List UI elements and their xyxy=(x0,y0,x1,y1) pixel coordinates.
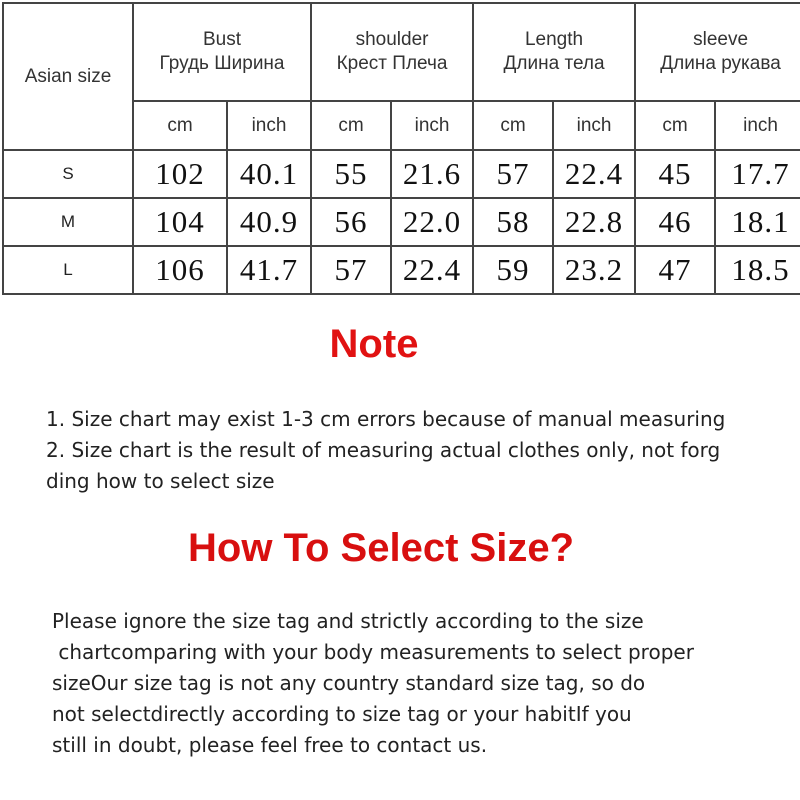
table-cell: 21.6 xyxy=(391,150,473,198)
table-cell: 18.5 xyxy=(715,246,800,294)
bust-header-ru: Грудь Ширина xyxy=(159,53,285,74)
table-cell: 40.9 xyxy=(227,198,311,246)
unit-header: inch xyxy=(553,101,635,150)
table-cell: 59 xyxy=(473,246,553,294)
table-cell: 17.7 xyxy=(715,150,800,198)
table-cell: 55 xyxy=(311,150,391,198)
note-line: 1. Size chart may exist 1-3 cm errors because of manual measuring xyxy=(46,407,726,431)
unit-header: cm xyxy=(635,101,715,150)
note-line: ding how to select size xyxy=(46,469,275,493)
table-cell: 46 xyxy=(635,198,715,246)
table-cell: 102 xyxy=(133,150,227,198)
size-label: S xyxy=(3,150,133,198)
bust-header xyxy=(133,3,311,101)
sleeve-header-ru: Длина рукава xyxy=(660,53,781,74)
unit-header: cm xyxy=(133,101,227,150)
shoulder-header-en: shoulder xyxy=(355,29,429,50)
table-cell: 47 xyxy=(635,246,715,294)
shoulder-header-ru: Крест Плеча xyxy=(336,53,448,74)
sleeve-header-en: sleeve xyxy=(693,29,749,50)
unit-header: inch xyxy=(391,101,473,150)
how-to-select-body xyxy=(52,606,797,761)
length-header-ru: Длина тела xyxy=(503,53,605,74)
table-cell: 40.1 xyxy=(227,150,311,198)
table-cell: 58 xyxy=(473,198,553,246)
size-label: L xyxy=(3,246,133,294)
table-cell: 104 xyxy=(133,198,227,246)
table-cell: 41.7 xyxy=(227,246,311,294)
table-cell: 22.0 xyxy=(391,198,473,246)
table-cell: 57 xyxy=(311,246,391,294)
table-cell: 22.8 xyxy=(553,198,635,246)
table-cell: 23.2 xyxy=(553,246,635,294)
select-line: chartcomparing with your body measurements to select proper xyxy=(52,640,694,664)
select-line: sizeOur size tag is not any country standard size tag, so do xyxy=(52,671,646,695)
select-line: not selectdirectly according to size tag or your habitIf you xyxy=(52,702,632,726)
unit-header: cm xyxy=(473,101,553,150)
note-heading: Note xyxy=(329,322,419,366)
asian-size-header: Asian size xyxy=(3,3,133,150)
group-header-row xyxy=(3,3,800,101)
size-chart-table xyxy=(2,2,800,295)
bust-header-en: Bust xyxy=(202,29,242,50)
length-header-en: Length xyxy=(524,29,584,50)
table-cell: 57 xyxy=(473,150,553,198)
table-cell: 22.4 xyxy=(391,246,473,294)
table-cell: 106 xyxy=(133,246,227,294)
unit-header: cm xyxy=(311,101,391,150)
length-header xyxy=(473,3,635,101)
table-row xyxy=(3,150,800,198)
how-to-select-heading: How To Select Size? xyxy=(188,526,574,570)
note-line: 2. Size chart is the result of measuring actual clothes only, not forg xyxy=(46,438,721,462)
select-line: Please ignore the size tag and strictly according to the size xyxy=(52,609,644,633)
table-row xyxy=(3,198,800,246)
shoulder-header xyxy=(311,3,473,101)
table-cell: 22.4 xyxy=(553,150,635,198)
note-body xyxy=(46,404,800,497)
size-label: M xyxy=(3,198,133,246)
unit-header: inch xyxy=(227,101,311,150)
table-row xyxy=(3,246,800,294)
table-cell: 18.1 xyxy=(715,198,800,246)
sleeve-header xyxy=(635,3,800,101)
unit-header: inch xyxy=(715,101,800,150)
table-cell: 56 xyxy=(311,198,391,246)
table-cell: 45 xyxy=(635,150,715,198)
select-line: still in doubt, please feel free to contact us. xyxy=(52,733,488,757)
